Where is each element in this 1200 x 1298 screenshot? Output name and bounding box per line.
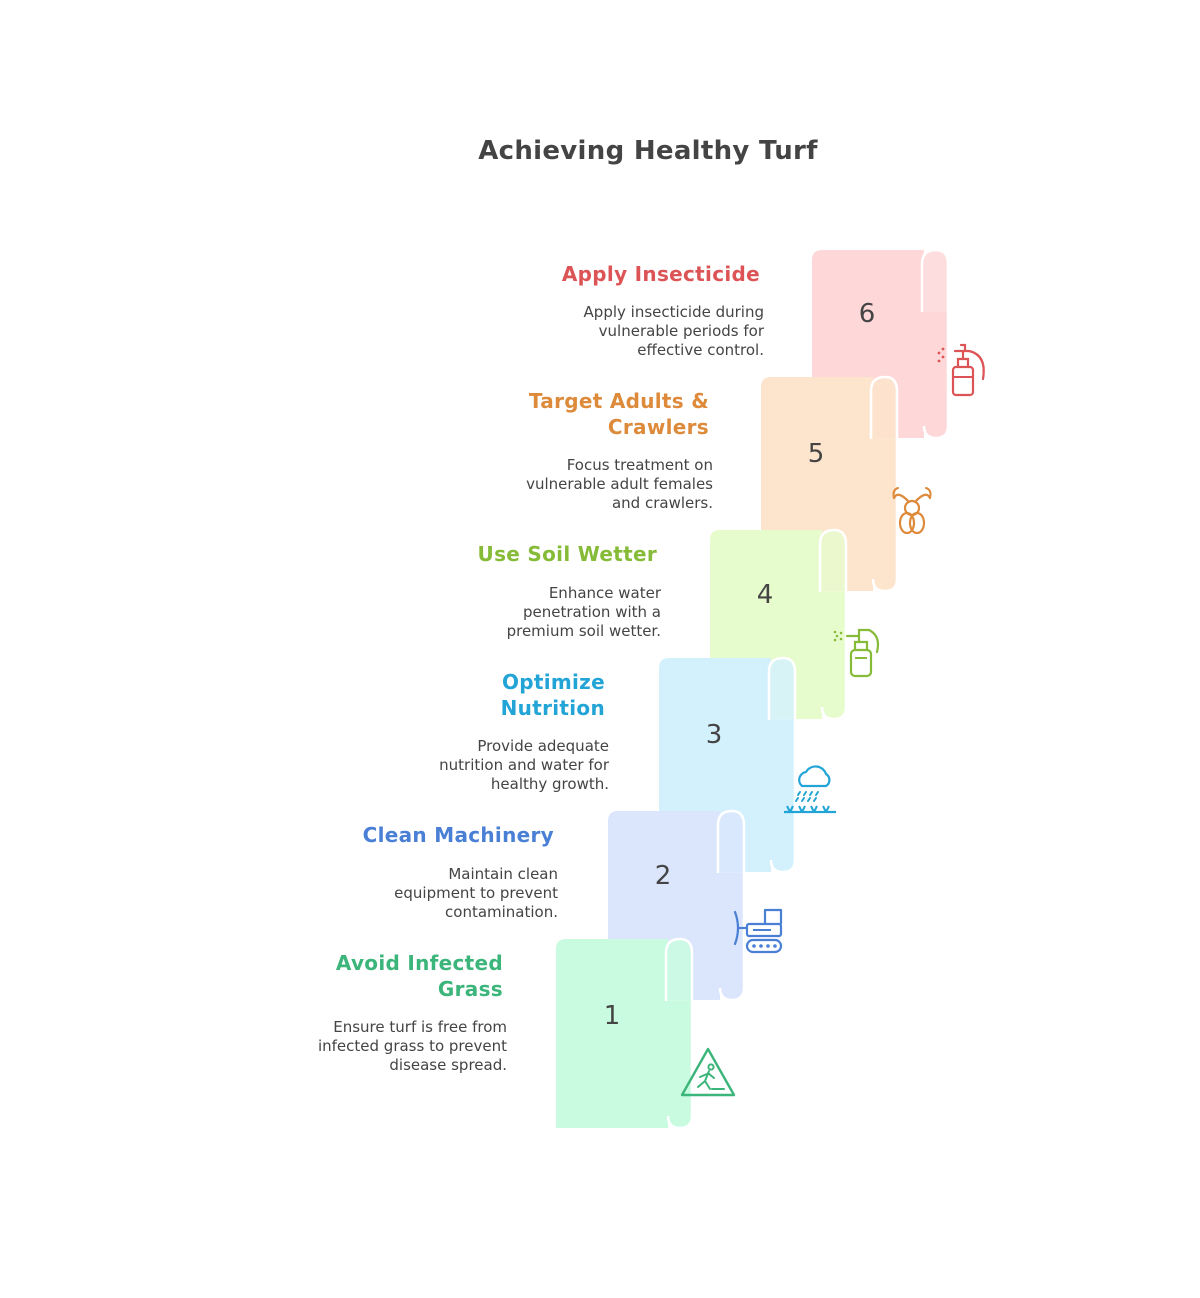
step-number: 5	[807, 439, 825, 469]
step-number: 2	[654, 861, 672, 891]
step-description-line: penetration with a	[522, 603, 661, 621]
step-description-line: Provide adequate	[477, 737, 609, 755]
step-3-title	[501, 669, 605, 721]
step-title-line: Use Soil Wetter	[477, 542, 657, 566]
step-description-line: infected grass to prevent	[317, 1037, 507, 1055]
step-4-description	[507, 584, 661, 641]
step-description-line: vulnerable adult females	[526, 475, 713, 493]
step-description-line: nutrition and water for	[439, 756, 609, 774]
step-description-line: Focus treatment on	[566, 456, 713, 474]
step-title-line: Grass	[437, 977, 503, 1001]
step-description-line: healthy growth.	[490, 775, 609, 793]
step-title-line: Target Adults &	[528, 389, 709, 413]
step-title-line: Crawlers	[607, 415, 709, 439]
step-title-line: Nutrition	[500, 696, 605, 720]
step-1-ribbon	[556, 939, 704, 1128]
step-number: 1	[603, 1001, 621, 1031]
step-2-title	[363, 822, 554, 848]
step-3-description	[439, 737, 609, 794]
step-6-description	[584, 303, 764, 360]
step-description-line: contamination.	[445, 903, 558, 921]
step-title-line: Clean Machinery	[362, 823, 554, 847]
diagram-title: Achieving Healthy Turf	[478, 136, 818, 166]
step-description-line: Maintain clean	[448, 865, 558, 883]
step-description-line: equipment to prevent	[394, 884, 558, 902]
step-number: 3	[705, 720, 723, 750]
step-title-line: Avoid Infected	[335, 951, 503, 975]
step-description-line: effective control.	[637, 341, 764, 359]
step-title-line: Apply Insecticide	[561, 262, 760, 286]
insect-icon	[894, 488, 931, 533]
step-description-line: and crawlers.	[611, 494, 713, 512]
step-1-title	[336, 950, 503, 1002]
step-2-description	[394, 865, 558, 922]
step-5-title	[529, 388, 709, 440]
step-description-line: disease spread.	[389, 1056, 507, 1074]
step-number: 6	[858, 299, 876, 329]
step-description-line: Ensure turf is free from	[333, 1018, 507, 1036]
step-description-line: premium soil wetter.	[506, 622, 661, 640]
step-title-line: Optimize	[501, 670, 605, 694]
step-description-line: Apply insecticide during	[583, 303, 764, 321]
step-number: 4	[756, 580, 774, 610]
step-4-title	[478, 541, 657, 567]
step-description-line: vulnerable periods for	[598, 322, 764, 340]
step-description-line: Enhance water	[548, 584, 661, 602]
step-1-description	[318, 1018, 507, 1075]
step-6-title	[562, 261, 760, 287]
step-5-description	[526, 456, 713, 513]
